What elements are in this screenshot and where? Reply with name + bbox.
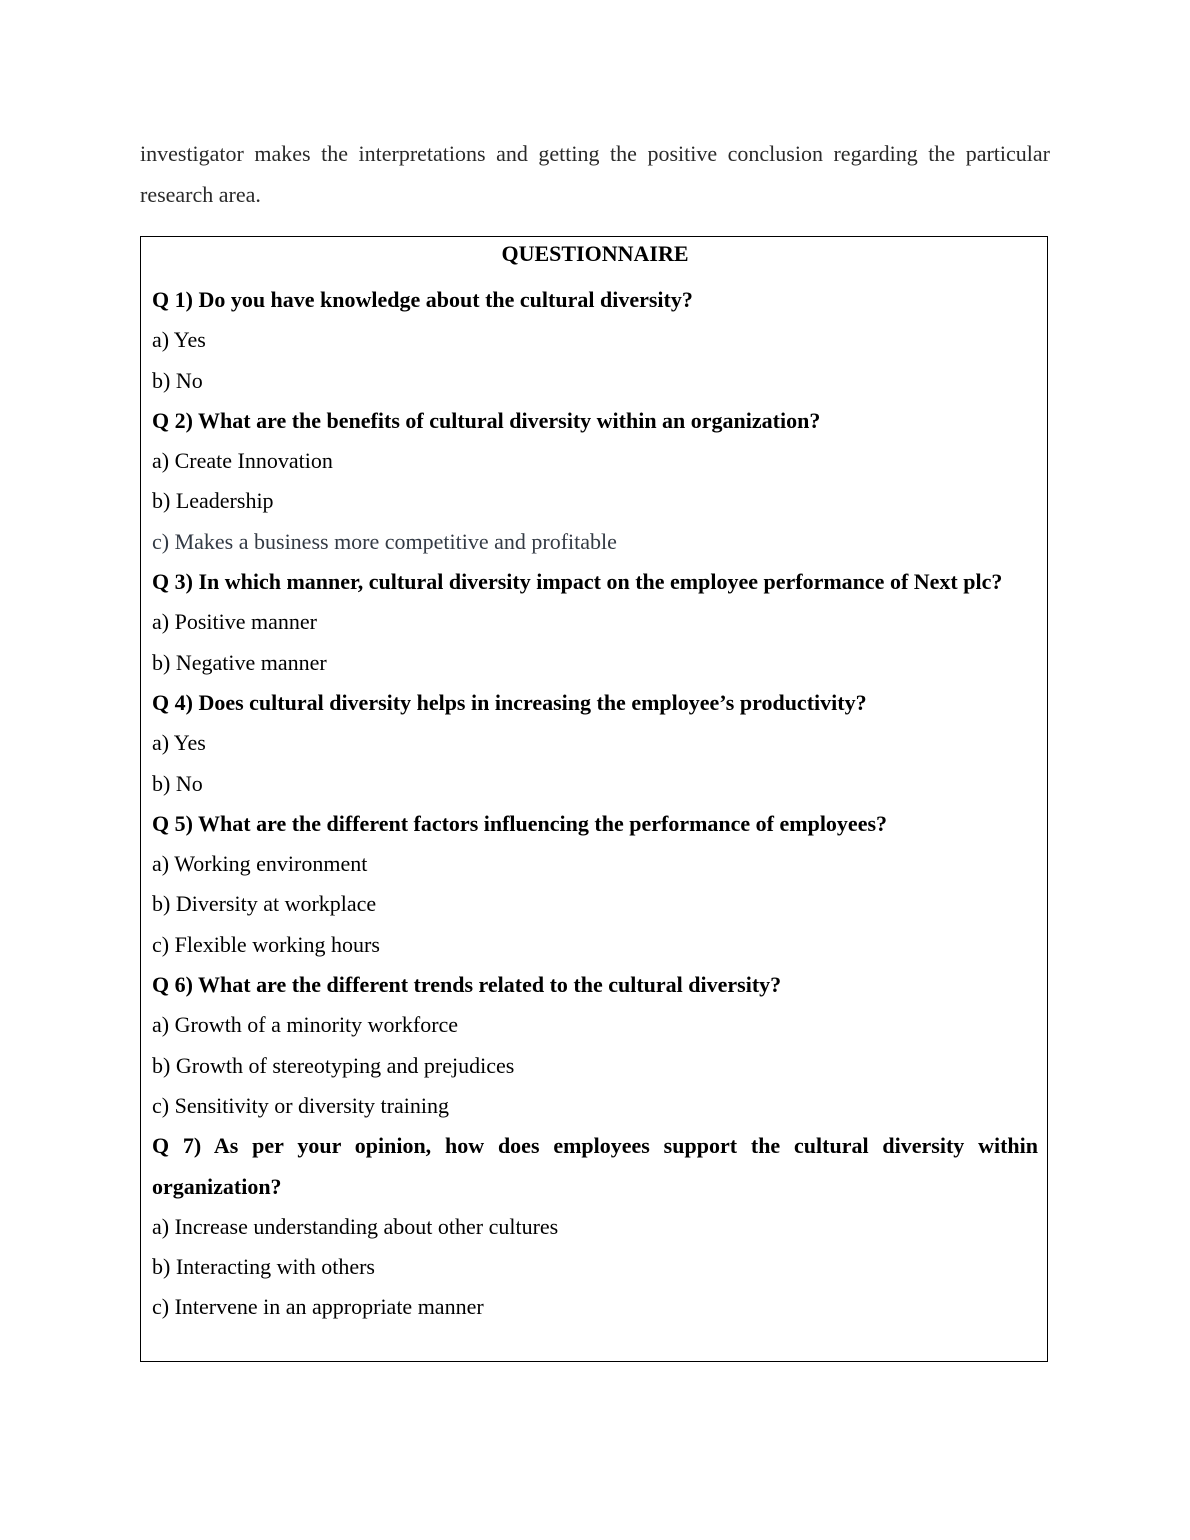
question-2-option-b: b) Leadership <box>152 488 274 514</box>
question-2-option-a: a) Create Innovation <box>152 448 333 474</box>
question-1-option-a: a) Yes <box>152 327 206 353</box>
question-1-option-b: b) No <box>152 367 203 393</box>
question-1: Q 1) Do you have knowledge about the cultural diversity? <box>152 287 693 312</box>
question-6-option-a: a) Growth of a minority workforce <box>152 1012 459 1038</box>
question-7-option-c: c) Intervene in an appropriate manner <box>152 1294 484 1320</box>
question-4-option-a: a) Yes <box>152 730 206 756</box>
question-7-option-a: a) Increase understanding about other cultures <box>152 1213 559 1239</box>
intro-paragraph: investigator makes the interpretations and getting the positive conclusion regarding the particular research area. <box>140 141 1050 207</box>
question-6-option-c: c) Sensitivity or diversity training <box>152 1092 449 1118</box>
question-3-option-a: a) Positive manner <box>152 609 317 635</box>
question-4: Q 4) Does cultural diversity helps in increasing the employee’s productivity? <box>152 689 867 715</box>
question-7: Q 7) As per your opinion, how does employees support the cultural diversity within organization? <box>152 1133 1038 1199</box>
question-5-option-a: a) Working environment <box>152 851 368 877</box>
question-5: Q 5) What are the different factors influencing the performance of employees? <box>152 810 888 836</box>
questionnaire-title: QUESTIONNAIRE <box>501 241 689 266</box>
question-6-option-b: b) Growth of stereotyping and prejudices <box>152 1052 515 1078</box>
questionnaire-box <box>140 236 1048 1362</box>
question-7-option-b: b) Interacting with others <box>152 1254 375 1280</box>
question-3: Q 3) In which manner, cultural diversity impact on the employee performance of Next plc? <box>152 569 1003 595</box>
question-2-option-c: c) Makes a business more competitive and profitable <box>152 528 617 554</box>
question-2: Q 2) What are the benefits of cultural diversity within an organization? <box>152 407 821 433</box>
question-4-option-b: b) No <box>152 770 203 796</box>
questionnaire-content <box>152 237 1038 1328</box>
question-6: Q 6) What are the different trends related to the cultural diversity? <box>152 972 782 998</box>
question-5-option-c: c) Flexible working hours <box>152 931 380 957</box>
question-5-option-b: b) Diversity at workplace <box>152 891 377 917</box>
question-3-option-b: b) Negative manner <box>152 649 327 675</box>
